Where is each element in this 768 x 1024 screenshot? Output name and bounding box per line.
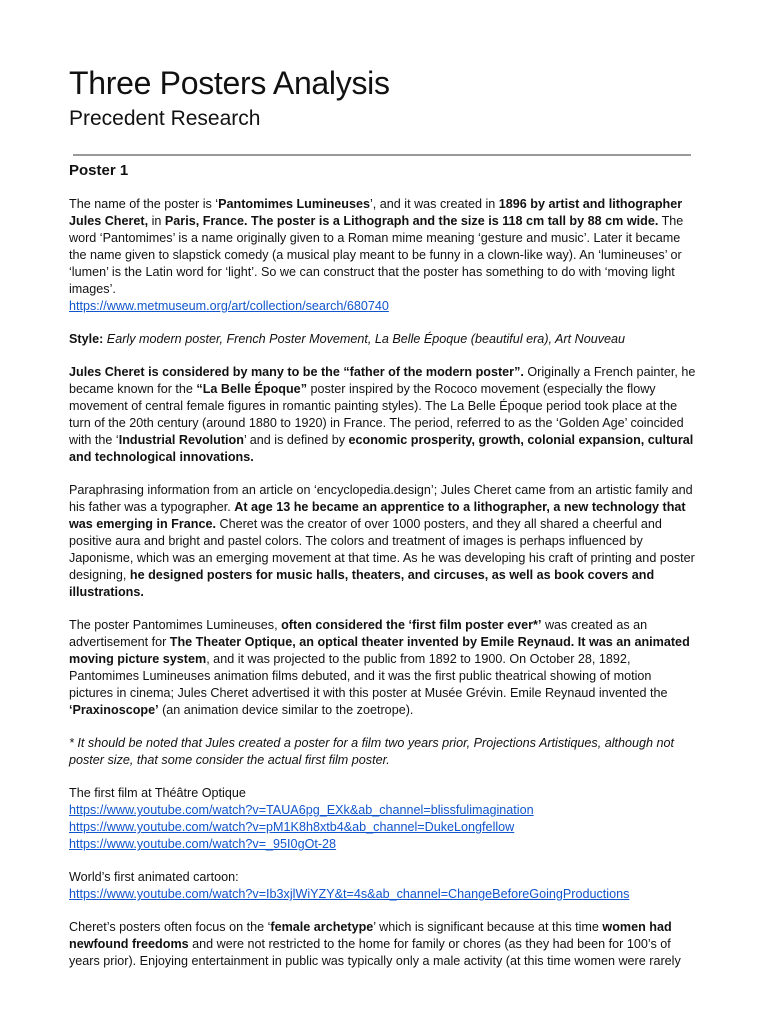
horizontal-divider <box>73 154 691 156</box>
metmuseum-link[interactable]: https://www.metmuseum.org/art/collection/search/680740 <box>69 299 389 313</box>
paragraph-female-archetype: Cheret’s posters often focus on the ‘female archetype’ which is significant because at this time women had newfound freedoms and were not restricted to the home for family or chores (as they had been for 100’s of years prior). Enjoying entertainment in public was typically only a male activity (at this time women were rarely <box>69 920 681 968</box>
document-page <box>69 62 697 986</box>
youtube-link-3[interactable]: https://www.youtube.com/watch?v=_95I0gOt-28 <box>69 837 337 851</box>
youtube-link-cartoon[interactable]: https://www.youtube.com/watch?v=Ib3xjlWiYZY&t=4s&ab_channel=ChangeBeforeGoingProductions <box>69 887 630 901</box>
footnote: * It should be noted that Jules created a poster for a film two years prior, Projections Artistiques, although not poster size, that some consider the actual first film poster. <box>69 736 675 767</box>
document-title: Three Posters Analysis <box>69 65 390 101</box>
paragraph-cheret-bio: Jules Cheret is considered by many to be the “father of the modern poster”. Originally a French painter, he became known for the “La Belle Époque” poster inspired by the Rococo movement (especially the flowy movement of central female figures in romantic painting styles). The La Belle Époque period took place at the turn of the 20th century (around 1880 to 1920) in France. The period, referred to as the ‘Golden Age’ coincided with the ‘Industrial Revolution’ and is defined by economic prosperity, growth, colonial expansion, cultural and technological innovations. <box>69 365 696 464</box>
document-subtitle: Precedent Research <box>69 107 261 130</box>
youtube-link-2[interactable]: https://www.youtube.com/watch?v=pM1K8h8xtb4&ab_channel=DukeLongfellow <box>69 820 515 834</box>
cartoon-label: World’s first animated cartoon: <box>69 870 239 884</box>
youtube-link-1[interactable]: https://www.youtube.com/watch?v=TAUA6pg_EXk&ab_channel=blissfulimagination <box>69 803 534 817</box>
section-heading: Poster 1 <box>69 162 129 179</box>
paragraph-theater-optique: The poster Pantomimes Lumineuses, often considered the ‘first film poster ever*’ was created as an advertisement for The Theater Optique, an optical theater invented by Emile Reynaud. It was an animated moving picture system, and it was projected to the public from 1892 to 1900. On October 28, 1892, Pantomimes Lumineuses animation films debuted, and it was the first public theatrical showing of motion pictures in cinema; Jules Cheret advertised it with this poster at Musée Grévin. Emile Reynaud invented the ‘Praxinoscope’ (an animation device similar to the zoetrope). <box>69 618 690 717</box>
style-label: Style: <box>69 332 104 346</box>
style-text: Early modern poster, French Poster Movement, La Belle Époque (beautiful era), Art Nouveau <box>106 332 626 346</box>
paragraph-paraphrase: Paraphrasing information from an article on ‘encyclopedia.design’; Jules Cheret came from an artistic family and his father was a typographer. At age 13 he became an apprentice to a lithographer, a new technology that was emerging in France. Cheret was the creator of over 1000 posters, and they all shared a cheerful and positive aura and bright and pastel colors. The colors and treatment of images is perhaps influenced by Japonisme, which was an emerging movement at that time. As he was developing his craft of printing and poster designing, he designed posters for music halls, theaters, and circuses, as well as book covers and illustrations. <box>69 483 695 599</box>
first-film-links <box>69 785 697 853</box>
cartoon-link-block <box>69 869 697 903</box>
paragraph-style <box>69 331 697 348</box>
first-film-label: The first film at Théâtre Optique <box>69 786 246 800</box>
paragraph-poster-intro: The name of the poster is ‘Pantomimes Lumineuses’, and it was created in 1896 by artist and lithographer Jules Cheret, in Paris, France. The poster is a Lithograph and the size is 118 cm tall by 88 cm wide. The word ‘Pantomimes’ is a name originally given to a Roman mime meaning ‘gesture and music’. Later it became the name given to slapstick comedy (a musical play meant to be funny in a clown-like way). An ‘lumineuses’ or ‘lumen’ is the Latin word for ‘light’. So we can construct that the poster has something to do with ‘moving light images’. https://www.metmuseum.org/art/collection/search/680740 <box>69 197 684 313</box>
